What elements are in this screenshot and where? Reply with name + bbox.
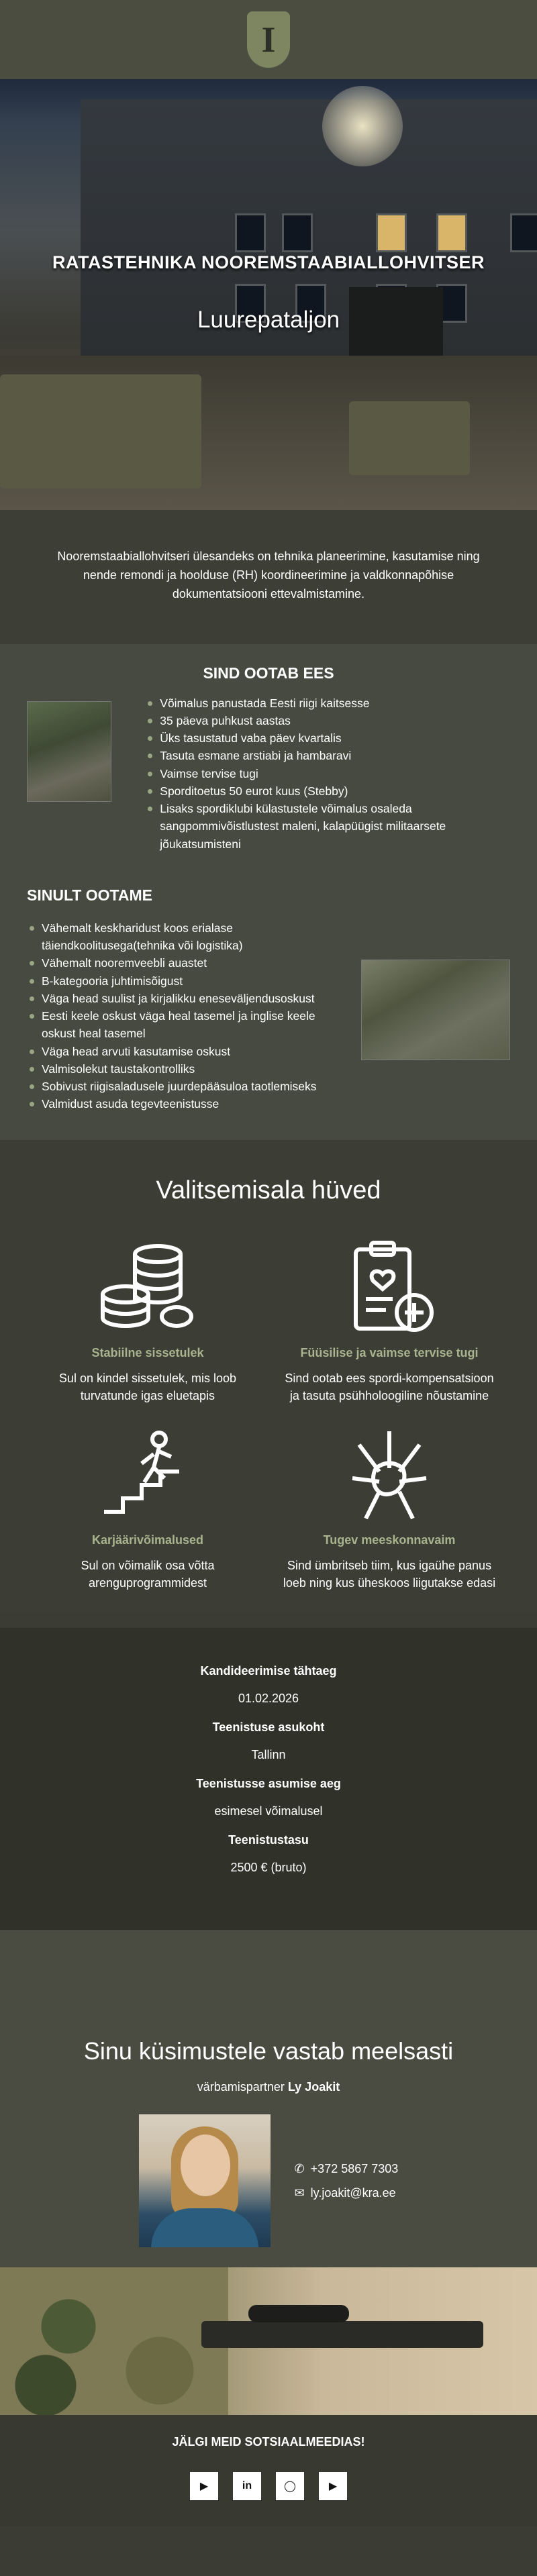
location-value: Tallinn — [251, 1748, 286, 1762]
partner-name: Ly Joakit — [287, 2080, 340, 2094]
email-address[interactable]: ly.joakit@kra.ee — [310, 2186, 396, 2200]
linkedin-icon[interactable]: in — [233, 2472, 261, 2500]
phone-row[interactable] — [295, 2157, 399, 2181]
job-details — [0, 1628, 537, 1930]
email-row[interactable] — [295, 2181, 399, 2205]
instagram-icon[interactable]: ◯ — [276, 2472, 304, 2500]
benefit-text: Sind ootab ees spordi-kompensatsioon ja tasuta psühholoogiline nõustamine — [285, 1371, 494, 1402]
benefit-card — [282, 1425, 497, 1592]
list-item: Vaimse tervise tugi — [145, 765, 510, 782]
pay-label: Teenistustasu — [228, 1833, 309, 1847]
list-item: Lisaks spordiklubi külastustele võimalus osaleda sangpommivõistlustest maleni, kalapüügist militaarsete jõukatsumisteni — [145, 800, 510, 853]
youtube-icon[interactable]: ▶ — [319, 2472, 347, 2500]
social-section — [0, 2415, 537, 2527]
intro-section — [0, 510, 537, 644]
deadline-value: 01.02.2026 — [238, 1692, 299, 1706]
deadline-label: Kandideerimise tähtaeg — [200, 1664, 337, 1678]
coins-icon — [97, 1237, 198, 1338]
pay-value: 2500 € (bruto) — [230, 1861, 307, 1875]
benefit-title: Stabiilne sissetulek — [91, 1345, 204, 1359]
benefits-heading: Valitsemisala hüved — [156, 1176, 381, 1204]
hero-banner — [0, 79, 537, 510]
offer-list — [145, 694, 510, 853]
youtube-icon[interactable]: ▶ — [190, 2472, 218, 2500]
expect-heading: SINULT OOTAME — [27, 886, 152, 904]
benefit-text: Sul on kindel sissetulek, mis loob turvatunde igas eluetapis — [58, 1371, 237, 1402]
team-hands-icon — [339, 1425, 440, 1525]
start-label: Teenistusse asumise aeg — [196, 1777, 341, 1791]
unit-subtitle: Luurepataljon — [197, 307, 340, 333]
contact-heading: Sinu küsimustele vastab meelsasti — [83, 2037, 454, 2065]
list-item: Sporditoetus 50 eurot kuus (Stebby) — [145, 782, 510, 800]
military-vehicle-photo — [27, 701, 111, 802]
job-title: RATASTEHNIKA NOOREMSTAABIALLOHVITSER — [52, 252, 485, 272]
list-item: Väga head suulist ja kirjalikku eneseväljendusoskust — [27, 990, 341, 1007]
benefit-text: Sind ümbritseb tiim, kus igaühe panus loeb ning kus üheskoos liigutakse edasi — [283, 1558, 496, 1590]
list-item: Tasuta esmane arstiabi ja hambaravi — [145, 747, 510, 764]
location-label: Teenistuse asukoht — [212, 1720, 325, 1735]
list-item: Valmisolekut taustakontrolliks — [27, 1060, 341, 1078]
rifle-banner-image — [0, 2267, 537, 2415]
list-item: B-kategooria juhtimisõigust — [27, 972, 341, 990]
expect-list — [27, 919, 341, 1113]
career-stairs-icon — [97, 1425, 198, 1525]
list-item: Väga head arvuti kasutamise oskust — [27, 1043, 341, 1060]
list-item: Sobivust riigisaladusele juurdepääsuloa taotlemiseks — [27, 1078, 341, 1095]
social-heading: JÄLGI MEID SOTSIAALMEEDIAS! — [172, 2435, 365, 2449]
intro-text: Nooremstaabiallohvitseri ülesandeks on tehnika planeerimine, kasutamise ning nende remondi ja hoolduse (RH) koordineerimine ja valdkonnapõhise dokumentatsiooni ettevalmistamine. — [57, 550, 480, 601]
offer-section — [0, 644, 537, 873]
medical-clipboard-icon — [339, 1237, 440, 1338]
benefit-title: Tugev meeskonnavaim — [323, 1533, 456, 1547]
contact-section — [0, 1930, 537, 2267]
phone-number[interactable]: +372 5867 7303 — [310, 2162, 399, 2176]
phone-icon: ✆ — [294, 2162, 305, 2176]
benefits-section — [0, 1140, 537, 1612]
list-item: Valmidust asuda tegevteenistusse — [27, 1095, 341, 1113]
list-item: Eesti keele oskust väga heal tasemel ja inglise keele oskust heal tasemel — [27, 1007, 341, 1043]
email-icon: ✉ — [294, 2186, 305, 2200]
logo: I — [247, 11, 290, 68]
vehicle-image — [349, 401, 470, 475]
truck-image — [0, 374, 201, 488]
expect-section — [0, 873, 537, 1140]
benefit-title: Füüsilise ja vaimse tervise tugi — [300, 1345, 479, 1359]
list-item: Üks tasustatud vaba päev kvartalis — [145, 729, 510, 747]
start-value: esimesel võimalusel — [214, 1804, 323, 1818]
partner-prefix: värbamispartner — [197, 2080, 288, 2094]
list-item: 35 päeva puhkust aastas — [145, 712, 510, 729]
list-item: Vähemalt nooremveebli auastet — [27, 954, 341, 972]
benefit-text: Sul on võimalik osa võtta arenguprogrammidest — [81, 1558, 215, 1590]
benefit-card — [40, 1425, 255, 1592]
soldiers-photo — [361, 960, 510, 1060]
partner-line — [27, 2080, 510, 2094]
list-item: Vähemalt keskharidust koos erialase täiendkoolitusega(tehnika või logistika) — [27, 919, 341, 955]
benefit-card — [282, 1237, 497, 1404]
benefit-title: Karjäärivõimalused — [91, 1533, 204, 1547]
benefit-card — [40, 1237, 255, 1404]
offer-heading: SIND OOTAB EES — [203, 664, 334, 682]
avatar — [139, 2114, 271, 2247]
top-bar — [0, 0, 537, 79]
list-item: Võimalus panustada Eesti riigi kaitsesse — [145, 694, 510, 712]
